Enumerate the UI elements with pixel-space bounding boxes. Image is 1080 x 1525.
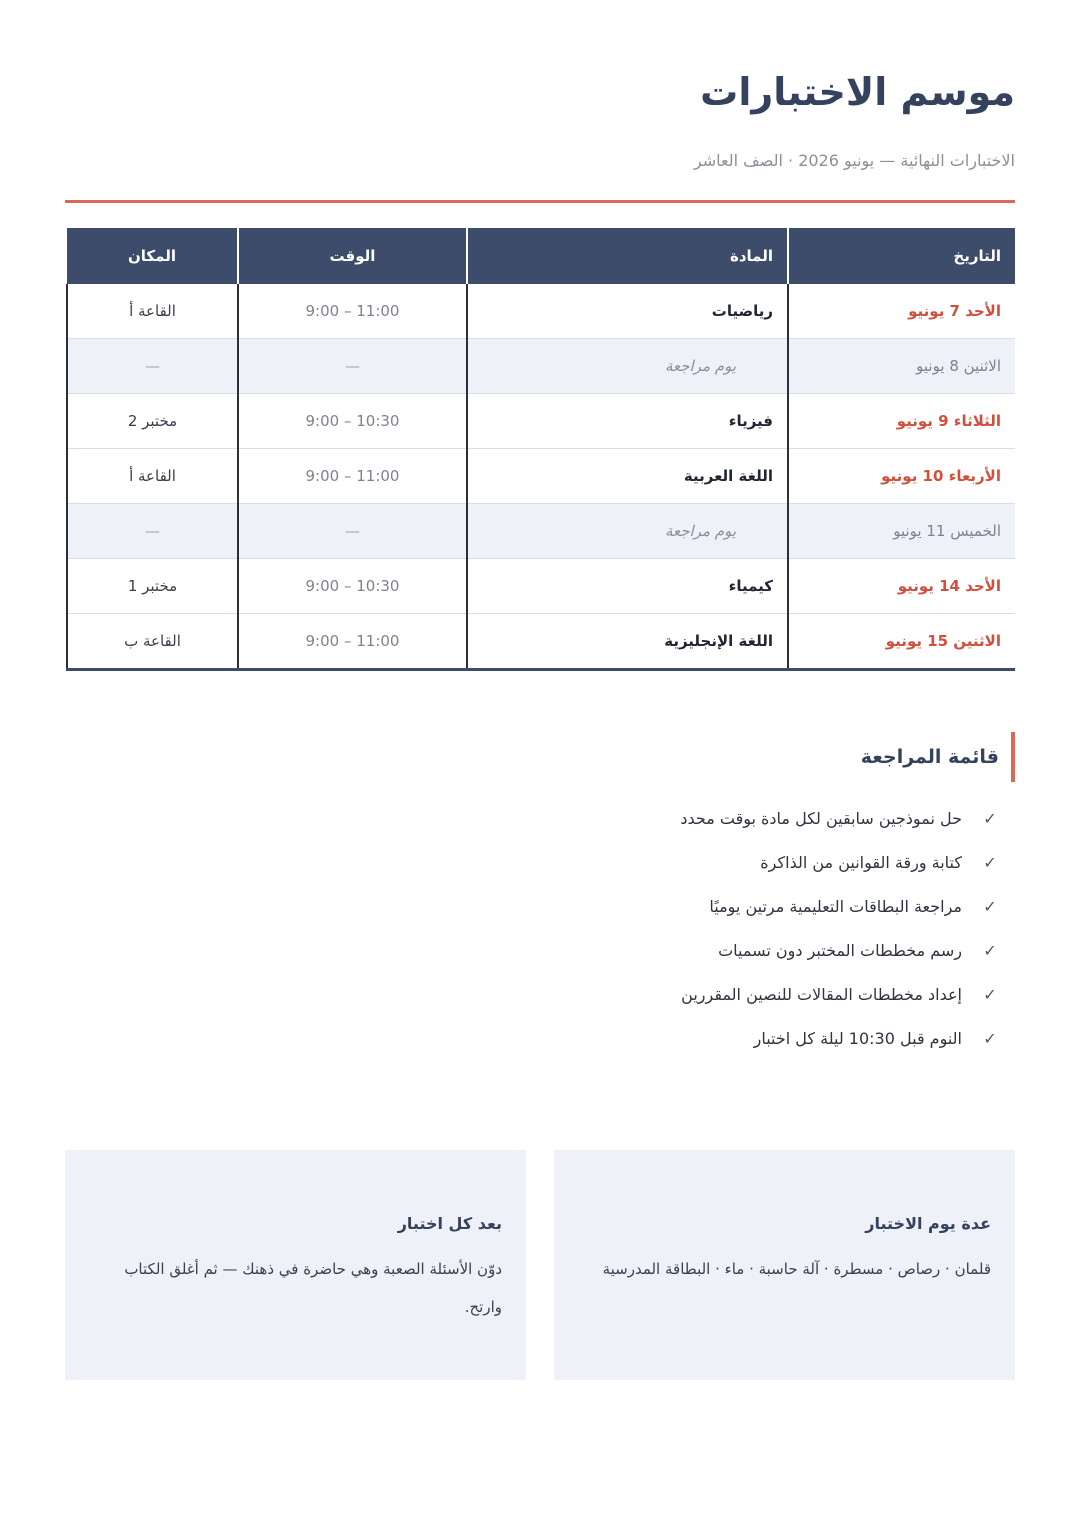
row-time: — bbox=[238, 504, 467, 559]
row-place: القاعة أ bbox=[67, 449, 238, 504]
table-row bbox=[67, 504, 1015, 559]
row-place: مختبر 1 bbox=[67, 559, 238, 614]
list-item bbox=[440, 972, 1000, 1016]
row-time: 9:00 – 11:00 bbox=[238, 449, 467, 504]
table-row bbox=[67, 394, 1015, 449]
list-item bbox=[440, 840, 1000, 884]
table-row bbox=[67, 284, 1015, 339]
exam-day-kit-body: قلمان · رصاص · مسطرة · آلة حاسبة · ماء · البطاقة المدرسية bbox=[602, 1260, 991, 1278]
row-time: 9:00 – 11:00 bbox=[238, 614, 467, 670]
list-item-text: مراجعة البطاقات التعليمية مرتين يوميًا bbox=[709, 896, 962, 916]
row-place: القاعة ب bbox=[67, 614, 238, 670]
table-row bbox=[67, 559, 1015, 614]
row-date: الأحد 14 يونيو bbox=[788, 559, 1015, 614]
check-icon: ✓ bbox=[983, 984, 997, 1004]
revision-checklist bbox=[440, 796, 1000, 1060]
row-time: — bbox=[238, 339, 467, 394]
row-date: الخميس 11 يونيو bbox=[788, 504, 1015, 559]
accent-divider bbox=[65, 200, 1015, 203]
exam-day-kit-title: عدة يوم الاختبار bbox=[865, 1214, 991, 1233]
row-subject: يوم مراجعة bbox=[467, 339, 788, 394]
row-time: 9:00 – 10:30 bbox=[238, 559, 467, 614]
row-subject: كيمياء bbox=[467, 559, 788, 614]
after-exam-card bbox=[65, 1150, 526, 1380]
check-icon: ✓ bbox=[983, 852, 997, 872]
list-item bbox=[440, 796, 1000, 840]
list-item-text: حل نموذجين سابقين لكل مادة بوقت محدد bbox=[680, 808, 962, 828]
row-date: الأربعاء 10 يونيو bbox=[788, 449, 1015, 504]
list-item bbox=[440, 1016, 1000, 1060]
checklist-title: قائمة المراجعة bbox=[861, 732, 1015, 782]
page-subtitle: الاختبارات النهائية — يونيو 2026 · الصف العاشر bbox=[693, 151, 1015, 170]
list-item-text: إعداد مخططات المقالات للنصين المقررين bbox=[681, 984, 962, 1004]
page-title: موسم الاختبارات bbox=[700, 70, 1015, 114]
row-subject: اللغة العربية bbox=[467, 449, 788, 504]
row-place: مختبر 2 bbox=[67, 394, 238, 449]
check-icon: ✓ bbox=[983, 808, 997, 828]
table-row bbox=[67, 339, 1015, 394]
row-date: الثلاثاء 9 يونيو bbox=[788, 394, 1015, 449]
row-place: — bbox=[67, 339, 238, 394]
list-item-text: كتابة ورقة القوانين من الذاكرة bbox=[760, 852, 962, 872]
row-subject: فيزياء bbox=[467, 394, 788, 449]
column-header-subject: المادة bbox=[467, 228, 788, 284]
column-header-place: المكان bbox=[67, 228, 238, 284]
row-time: 9:00 – 10:30 bbox=[238, 394, 467, 449]
row-date: الاثنين 8 يونيو bbox=[788, 339, 1015, 394]
row-time: 9:00 – 11:00 bbox=[238, 284, 467, 339]
row-subject: يوم مراجعة bbox=[467, 504, 788, 559]
column-header-date: التاريخ bbox=[788, 228, 1015, 284]
row-place: — bbox=[67, 504, 238, 559]
exam-day-kit-card bbox=[554, 1150, 1015, 1380]
after-exam-body: دوّن الأسئلة الصعبة وهي حاضرة في ذهنك — ثم أغلق الكتاب وارتح. bbox=[124, 1260, 502, 1316]
row-subject: رياضيات bbox=[467, 284, 788, 339]
exam-schedule-table bbox=[66, 228, 1015, 671]
table-row bbox=[67, 449, 1015, 504]
check-icon: ✓ bbox=[983, 940, 997, 960]
row-subject: اللغة الإنجليزية bbox=[467, 614, 788, 670]
after-exam-title: بعد كل اختبار bbox=[397, 1214, 502, 1233]
row-date: الأحد 7 يونيو bbox=[788, 284, 1015, 339]
table-header-row bbox=[67, 228, 1015, 284]
table-row bbox=[67, 614, 1015, 670]
column-header-time: الوقت bbox=[238, 228, 467, 284]
list-item bbox=[440, 884, 1000, 928]
list-item bbox=[440, 928, 1000, 972]
row-place: القاعة أ bbox=[67, 284, 238, 339]
list-item-text: رسم مخططات المختبر دون تسميات bbox=[718, 940, 962, 960]
row-date: الاثنين 15 يونيو bbox=[788, 614, 1015, 670]
list-item-text: النوم قبل 10:30 ليلة كل اختبار bbox=[753, 1028, 962, 1048]
check-icon: ✓ bbox=[983, 896, 997, 916]
check-icon: ✓ bbox=[983, 1028, 997, 1048]
